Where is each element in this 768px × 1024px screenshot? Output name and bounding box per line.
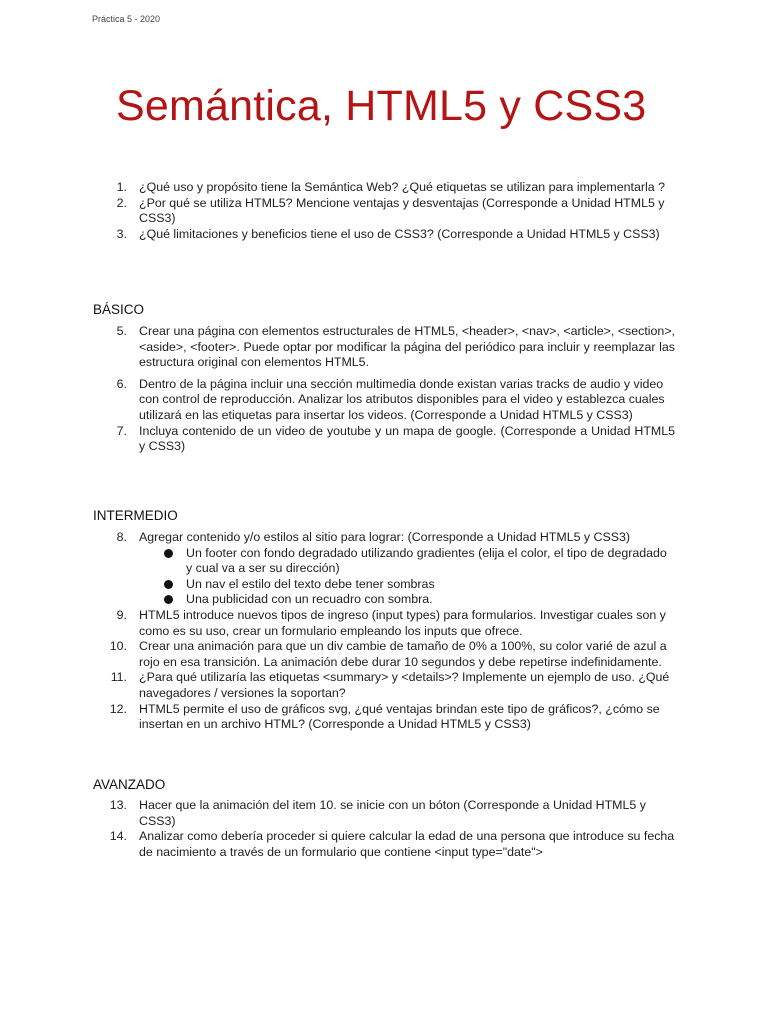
list-item: 5. Crear una página con elementos estructurales de HTML5, <header>, <nav>, <article>, <section>, <aside>, <footer>. Puede optar por modificar la página del periódico para incluir y reemplazar las estructura original con elementos HTML5. (116, 324, 675, 370)
bullet-dot (164, 549, 173, 558)
list-item: 6. Dentro de la página incluir una sección multimedia donde existan varias tracks de audio y video con control de reproducción. Analizar los atributos disponibles para el video y establezca cuales utilizará en las etiquetas para insertar los videos. (Corresponde a Unidad HTML5 y CSS3) (116, 376, 665, 422)
section-heading-basico: BÁSICO (93, 302, 145, 317)
list-item: 2. ¿Por qué se utiliza HTML5? Mencione ventajas y desventajas (Corresponde a Unidad HTML5 y CSS3) (116, 195, 665, 226)
bullet-item: Una publicidad con un recuadro con sombra. (93, 592, 675, 608)
list-item: 10. Crear una animación para que un div cambie de tamaño de 0% a 100%, su color varié de azul a rojo en esa transición. La animación debe durar 10 segundos y debe repetirse indefinidamente. (109, 639, 667, 669)
basico-questions (93, 324, 675, 455)
header-note: Práctica 5 - 2020 (92, 14, 161, 24)
list-item: 8. Agregar contenido y/o estilos al sitio para lograr: (Corresponde a Unidad HTML5 y CSS3) (116, 530, 631, 544)
section-heading-intermedio: INTERMEDIO (93, 508, 178, 523)
document-title: Semántica, HTML5 y CSS3 (116, 82, 647, 130)
list-item: 12. HTML5 permite el uso de gráficos svg, ¿qué ventajas brindan este tipo de gráficos?, ¿cómo se insertan en un archivo HTML? (Corresponde a Unidad HTML5 y CSS3) (109, 701, 660, 732)
bullet-item: Un footer con fondo degradado utilizando gradientes (elija el color, el tipo de degradado y cual va a ser su dirección) (93, 546, 675, 577)
list-item: 13. Hacer que la animación del item 10. se inicie con un bóton (Corresponde a Unidad HTML5 y CSS3) (109, 798, 646, 828)
bullet-list (93, 546, 675, 608)
list-item: 9. HTML5 introduce nuevos tipos de ingreso (input types) para formularios. Investigar cuales son y como es su uso, crear un formulario empleando los inputs que ofrece. (116, 607, 666, 638)
avanzado-questions (93, 798, 675, 860)
list-item: 7. Incluya contenido de un video de youtube y un mapa de google. (Corresponde a Unidad HTML5 y CSS3) (116, 423, 675, 454)
list-item: 3. ¿Qué limitaciones y beneficios tiene el uso de CSS3? (Corresponde a Unidad HTML5 y CSS3) (116, 226, 660, 241)
bullet-dot (164, 595, 173, 604)
list-item: 11. ¿Para qué utilizaría las etiquetas <summary> y <details>? Implemente un ejemplo de uso. ¿Qué navegadores / versiones la soportan? (110, 670, 670, 700)
bullet-item: Un nav el estilo del texto debe tener sombras (93, 577, 675, 593)
intermedio-questions (93, 530, 675, 733)
intro-questions (93, 180, 675, 242)
bullet-dot (164, 580, 173, 589)
section-heading-avanzado: AVANZADO (93, 777, 166, 792)
list-item: 14. Analizar como debería proceder si quiere calcular la edad de una persona que introduce su fecha de nacimiento a través de un formulario que contiene <input type="date"> (109, 829, 675, 859)
list-item: 1. ¿Qué uso y propósito tiene la Semántica Web? ¿Qué etiquetas se utilizan para implementarla ? (116, 180, 665, 194)
